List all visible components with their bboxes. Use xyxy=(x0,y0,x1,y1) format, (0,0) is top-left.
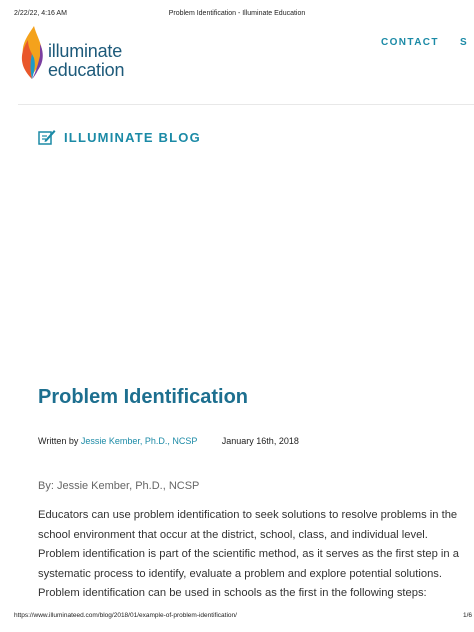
header-divider xyxy=(18,104,474,105)
logo-line-education: education xyxy=(48,60,125,80)
print-datetime: 2/22/22, 4:16 AM xyxy=(14,10,67,17)
post-date: January 16th, 2018 xyxy=(221,436,299,446)
post-title: Problem Identification xyxy=(38,386,249,408)
post-paragraph xyxy=(38,506,459,604)
logo-line-illuminate: illuminate xyxy=(48,41,123,61)
print-page-title: Problem Identification - Illuminate Education xyxy=(168,10,306,17)
print-footer xyxy=(0,612,474,624)
post-byline xyxy=(38,436,299,446)
byline-prefix: Written by xyxy=(38,436,79,446)
illuminate-education-logo[interactable] xyxy=(18,24,138,96)
print-page-number: 1/6 xyxy=(462,612,472,619)
paragraph-line: Problem identification is part of the scientific method, as it serves as the first step in a xyxy=(38,548,459,560)
post-author-line: By: Jessie Kember, Ph.D., NCSP xyxy=(38,480,200,492)
pencil-notebook-icon xyxy=(38,128,56,146)
print-url: https://www.illuminateed.com/blog/2018/01/example-of-problem-identification/ xyxy=(14,612,237,619)
site-header xyxy=(0,22,474,102)
print-header xyxy=(0,10,474,22)
paragraph-line: school environment that occur at the district, school, class, and individual level. xyxy=(38,528,428,541)
blog-label[interactable] xyxy=(38,128,201,146)
paragraph-line: Educators can use problem identification to seek solutions to resolve problems in the xyxy=(38,509,458,521)
nav-contact-link[interactable]: CONTACT xyxy=(381,37,439,48)
author-link[interactable]: Jessie Kember, Ph.D., NCSP xyxy=(80,436,198,446)
flame-icon xyxy=(18,24,48,82)
logo-wordmark xyxy=(48,42,124,80)
nav-partial-item[interactable]: S xyxy=(460,37,467,48)
paragraph-line: systematic process to identify, evaluate a problem and explore potential solutions. xyxy=(38,567,443,580)
paragraph-line: Problem identification can be used in schools as the first in the following steps: xyxy=(38,587,427,599)
blog-label-text: ILLUMINATE BLOG xyxy=(64,129,201,145)
